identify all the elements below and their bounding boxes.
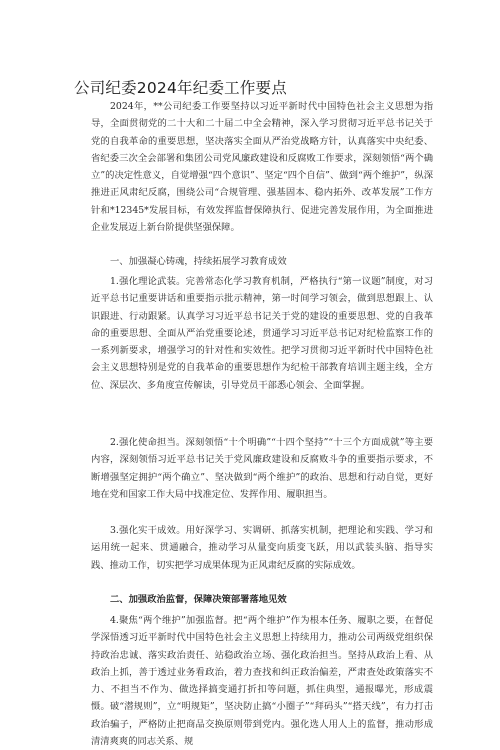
section-1-paragraph-2: 2.强化使命担当。深刻领悟“十个明确”“十四个坚持”“十三个方面成就”等主要内容，深刻领悟习近平总书记关于党风廉政建设和反腐败斗争的重要指示要求，不断增强坚定拥护“两个确立”、坚决做到“两个维护”的政治、思想和行动自觉，更好地在党和国家工作大局中找准定位、发挥作用、履职担当。 bbox=[91, 437, 433, 500]
section-1-paragraph-3: 3.强化实干成效。用好深学习、实调研、抓落实机制，把理论和实践、学习和运用统一起来、贯通融合，推动学习从量变向质变飞跃，用以武装头脑、指导实践、推动工作，切实把学习成果体现为正风肃纪反腐的实际成效。 bbox=[91, 525, 433, 571]
page-title: 公司纪委2024年纪委工作要点 bbox=[74, 79, 287, 97]
section-heading-2: 二、加强政治监督，保障决策部署落地见效 bbox=[110, 594, 287, 605]
intro-paragraph: 2024年，**公司纪委工作要坚持以习近平新时代中国特色社会主义思想为指导，全面贯彻党的二十大和二十届二中全会精神，深入学习贯彻习近平总书记关于党的自我革命的重要思想，坚决落实全面从严治党战略方针，认真落实中央纪委、省纪委三次全会部署和集团公司党风廉政建设和反腐败工作要求，深刻领悟“两个确立”的决定性意义，自觉增强“四个意识”、坚定“四个自信”、做到“两个维护”，纵深推进正风肃纪反腐，围绕公司“合规管理、强基固本、稳内拓外、改革发展”工作方针和*12345*发展目标，有效发挥监督保障执行、促进完善发展作用，为全面推进企业发展迈上新台阶提供坚强保障。 bbox=[91, 101, 433, 234]
section-2-paragraph-1: 4.聚焦“两个维护”加强监督。把“两个维护”作为根本任务、履职之要，在督促学深悟透习近平新时代中国特色社会主义思想上持续用力，推动公司两级党组织保持政治忠诚、落实政治责任、站稳政治立场、强化政治担当。坚持从政治上看、从政治上抓，善于透过业务看政治，着力查找和纠正政治偏差，严肃查处政策落实不力、不担当不作为、做选择搞变通打折扣等问题，抓住典型，通报曝光，形成震慑。破“潜规则”，立“明规矩”，坚决防止搞“小圈子”“拜码头”“搭天线”，有力打击政治骗子，严格防止把商品交换原则带到党内。强化选人用人上的监督，推动形成清清爽爽的同志关系、规 bbox=[91, 615, 433, 748]
section-heading-1: 一、加强凝心铸魂，持续拓展学习教育成效 bbox=[110, 256, 287, 267]
section-1-paragraph-1: 1.强化理论武装。完善常态化学习教育机制，严格执行“第一议题”制度，对习近平总书记重要讲话和重要指示批示精神，第一时间学习领会，做到思想跟上、认识跟进、行动跟紧。认真学习习近平总书记关于党的建设的重要思想、党的自我革命的重要思想、全面从严治党重要论述，贯通学习习近平总书记对纪检监察工作的一系列新要求，增强学习的针对性和实效性。把学习贯彻习近平新时代中国特色社会主义思想特别是党的自我革命的重要思想作为纪检干部教育培训主题主线，全方位、深层次、多角度宣传解读，引导党员干部悉心领会、全面掌握。 bbox=[91, 276, 433, 391]
